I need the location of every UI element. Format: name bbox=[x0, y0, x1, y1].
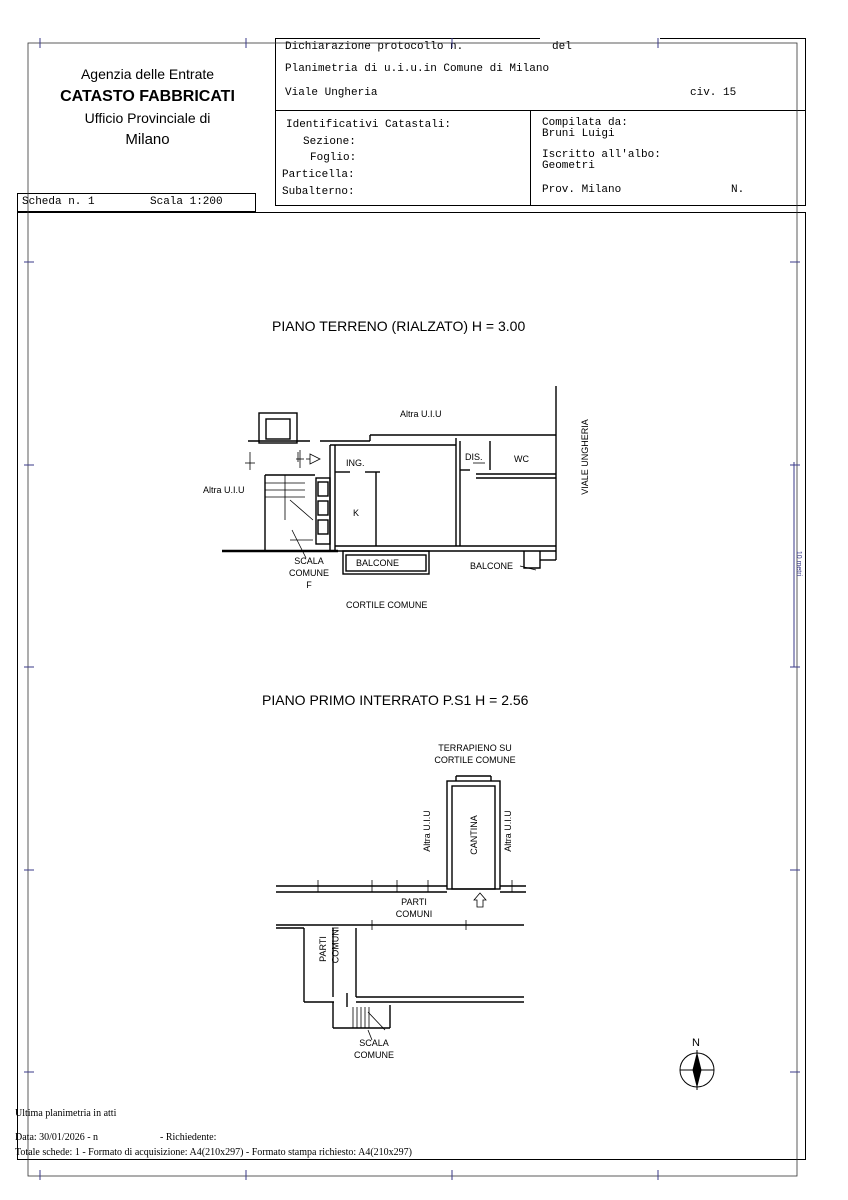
scheda-label: Scheda n. 1 bbox=[22, 196, 95, 208]
agency-name: Agenzia delle Entrate bbox=[80, 66, 215, 82]
catasto-title: CATASTO FABBRICATI bbox=[60, 88, 235, 105]
disimpegno-label: DIS. bbox=[465, 452, 483, 462]
scala-label: Scala 1:200 bbox=[150, 196, 223, 208]
foglio-label: Foglio: bbox=[310, 152, 357, 164]
address-label: Viale Ungheria bbox=[285, 87, 378, 99]
ultima-planimetria: Ultima planimetria in atti bbox=[15, 1108, 117, 1119]
footer-data: Data: 30/01/2026 - n bbox=[15, 1132, 99, 1143]
footer-totale: Totale schede: 1 - Formato di acquisizione: A4(210x297) - Formato stampa richiesto: A4(210x297) bbox=[15, 1147, 412, 1158]
wc-label: WC bbox=[514, 454, 529, 464]
parti-comuni-line2: COMUNI bbox=[395, 909, 433, 919]
parti-comuni-vertical-2: COMUNI bbox=[330, 926, 341, 964]
balcone-label-1: BALCONE bbox=[356, 558, 400, 568]
ingresso-label: ING. bbox=[346, 458, 365, 468]
n-label: N. bbox=[731, 184, 745, 196]
altra-uiu-left: Altra U.I.U bbox=[203, 485, 245, 495]
scala-comune-label bbox=[287, 555, 331, 591]
basement-title: PIANO PRIMO INTERRATO P.S1 H = 2.56 bbox=[262, 692, 529, 708]
iscritto-value: Geometri bbox=[542, 160, 595, 172]
cantina-label: CANTINA bbox=[468, 815, 479, 855]
iscritto-label: Iscritto all'albo: bbox=[542, 149, 661, 161]
ground-floor-title: PIANO TERRENO (RIALZATO) H = 3.00 bbox=[272, 318, 526, 334]
ground-floor-walls bbox=[222, 386, 556, 574]
identificativi-label: Identificativi Catastali: bbox=[286, 119, 452, 131]
terrapieno-label bbox=[425, 742, 525, 766]
del-label: del bbox=[552, 41, 572, 53]
planimetria-label: Planimetria di u.i.u.in Comune di Milano bbox=[285, 63, 550, 75]
scala-comune-basement-label bbox=[350, 1037, 398, 1061]
altra-uiu-basement-right: Altra U.I.U bbox=[502, 810, 513, 852]
protocol-label: Dichiarazione protocollo n. bbox=[285, 41, 464, 53]
terrapieno-line2: CORTILE COMUNE bbox=[434, 755, 516, 765]
city-label: Milano bbox=[125, 131, 170, 148]
kitchen-label: K bbox=[353, 508, 360, 518]
scala-comune-basement-line1: SCALA bbox=[359, 1038, 389, 1048]
north-label: N bbox=[692, 1037, 700, 1049]
particella-label: Particella: bbox=[282, 169, 355, 181]
civ-label: civ. 15 bbox=[690, 87, 737, 99]
balcone-label-2: BALCONE bbox=[470, 561, 514, 571]
scale-bar-label: 10 metri bbox=[795, 550, 803, 577]
altra-uiu-basement-left: Altra U.I.U bbox=[421, 810, 432, 852]
altra-uiu-top: Altra U.I.U bbox=[400, 409, 442, 419]
cortile-comune-label: CORTILE COMUNE bbox=[346, 600, 428, 610]
prov-label: Prov. Milano bbox=[542, 184, 622, 196]
viale-ungheria-label: VIALE UNGHERIA bbox=[579, 419, 590, 495]
parti-comuni-label bbox=[390, 896, 438, 920]
scala-comune-line2: COMUNE bbox=[289, 568, 329, 578]
compilata-label: Compilata da: bbox=[542, 117, 628, 129]
sezione-label: Sezione: bbox=[303, 136, 356, 148]
terrapieno-line1: TERRAPIENO SU bbox=[438, 743, 512, 753]
ufficio-label: Ufficio Provinciale di bbox=[84, 110, 211, 126]
compilata-name: Bruni Luigi bbox=[542, 128, 615, 140]
parti-comuni-vertical-1: PARTI bbox=[317, 936, 328, 962]
north-arrow bbox=[680, 1050, 714, 1090]
parti-comuni-line1: PARTI bbox=[401, 897, 427, 907]
scala-comune-basement-line2: COMUNE bbox=[354, 1050, 394, 1060]
subalterno-label: Subalterno: bbox=[282, 186, 355, 198]
scala-comune-line1: SCALA bbox=[294, 556, 324, 566]
scala-comune-line3: F bbox=[306, 580, 312, 590]
footer-richiedente: - Richiedente: bbox=[160, 1132, 217, 1143]
